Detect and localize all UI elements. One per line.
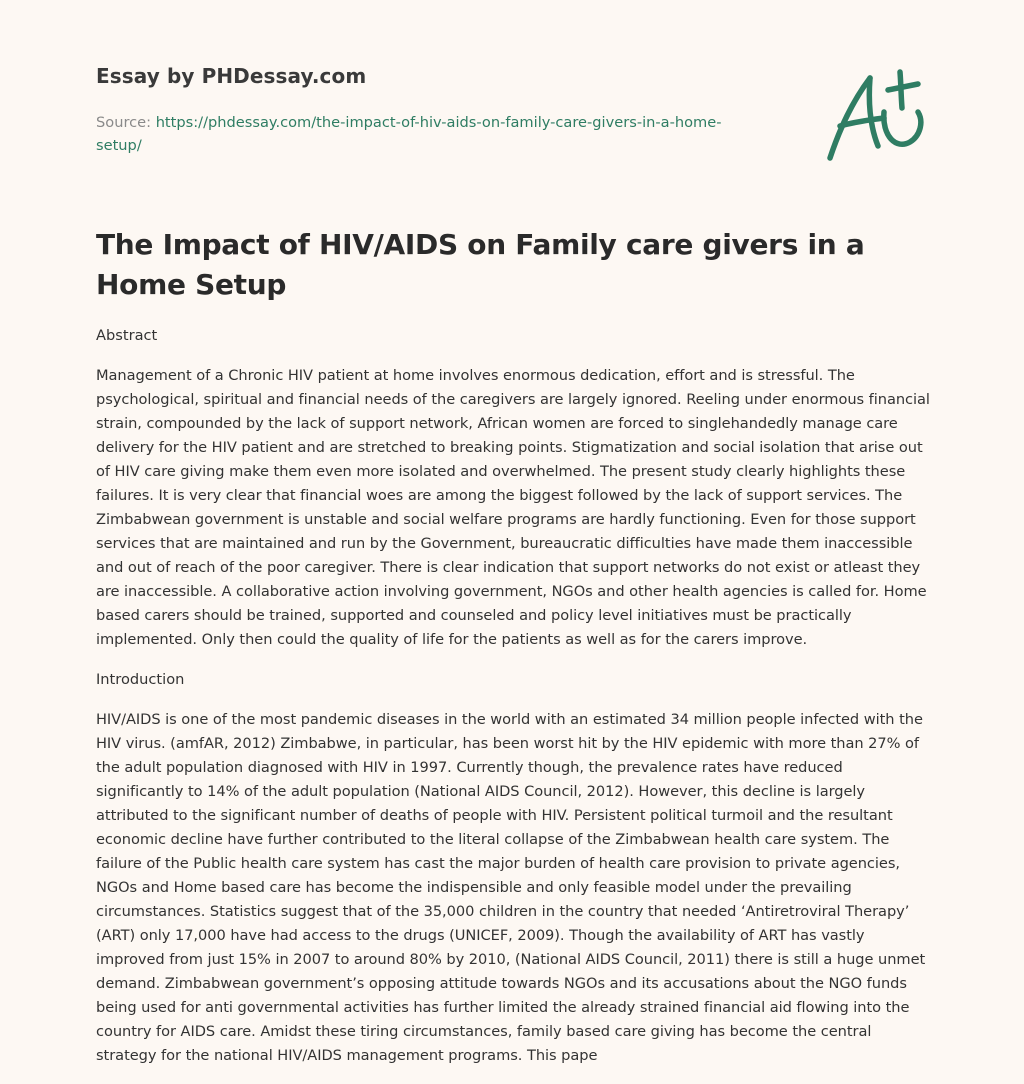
introduction-paragraph: HIV/AIDS is one of the most pandemic diseases in the world with an estimated 34 million people infected with the HIV virus. (amfAR, 2012) Zimbabwe, in particular, has been worst hit by the HIV epidemic with more than 27% of the adult population diagnosed with HIV in 1997. Currently though, the prevalence rates have reduced significantly to 14% of the adult population (National AIDS Council, 2012). However, this decline is largely attributed to the significant number of deaths of people with HIV. Persistent political turmoil and the resultant economic decline have further contributed to the literal collapse of the Zimbabwean health care system. The failure of the Public health care system has cast the major burden of health care provision to private agencies, NGOs and Home based care has become the indispensible and only feasible model under the prevailing circumstances. Statistics suggest that of the 35,000 children in the country that needed ‘Antiretroviral Therapy’ (ART) only 17,000 have had access to the drugs (UNICEF, 2009). Though the availability of ART has vastly improved from just 15% in 2007 to around 80% by 2010, (National AIDS Council, 2011) there is still a huge unmet demand. Zimbabwean government’s opposing attitude towards NGOs and its accusations about the NGO funds being used for anti governmental activities has further limited the already strained financial aid flowing into the country for AIDS care. Amidst these tiring circumstances, family based care giving has become the central strategy for the national HIV/AIDS management programs. This pape bbox=[96, 711, 926, 1064]
abstract-paragraph: Management of a Chronic HIV patient at home involves enormous dedication, effort and is stressful. The psychological, spiritual and financial needs of the caregivers are largely ignored. Reeling under enormous financial strain, compounded by the lack of support network, African women are forced to singlehandedly manage care delivery for the HIV patient and are stretched to breaking points. Stigmatization and social isolation that arise out of HIV care giving make them even more isolated and overwhelmed. The present study clearly highlights these failures. It is very clear that financial woes are among the biggest followed by the lack of support services. The Zimbabwean government is unstable and social welfare programs are hardly functioning. Even for those support services that are maintained and run by the Government, bureaucratic difficulties have made them inaccessible and out of reach of the poor caregiver. There is clear indication that support networks do not exist or atleast they are inaccessible. A collaborative action involving government, NGOs and other health agencies is called for. Home based carers should be trained, supported and counseled and policy level initiatives must be practically implemented. Only then could the quality of life for the patients as well as for the carers improve. bbox=[96, 367, 930, 648]
a-plus-grade-icon bbox=[818, 66, 930, 166]
article-title: The Impact of HIV/AIDS on Family care givers in a Home Setup bbox=[96, 228, 865, 301]
source-label: Source: bbox=[96, 114, 156, 131]
source-line bbox=[96, 111, 756, 157]
site-title: Essay by PHDessay.com bbox=[96, 64, 367, 88]
section-heading-introduction: Introduction bbox=[96, 671, 185, 688]
source-link[interactable]: https://phdessay.com/the-impact-of-hiv-aids-on-family-care-givers-in-a-home-setup/ bbox=[96, 114, 722, 154]
section-heading-abstract: Abstract bbox=[96, 327, 158, 344]
